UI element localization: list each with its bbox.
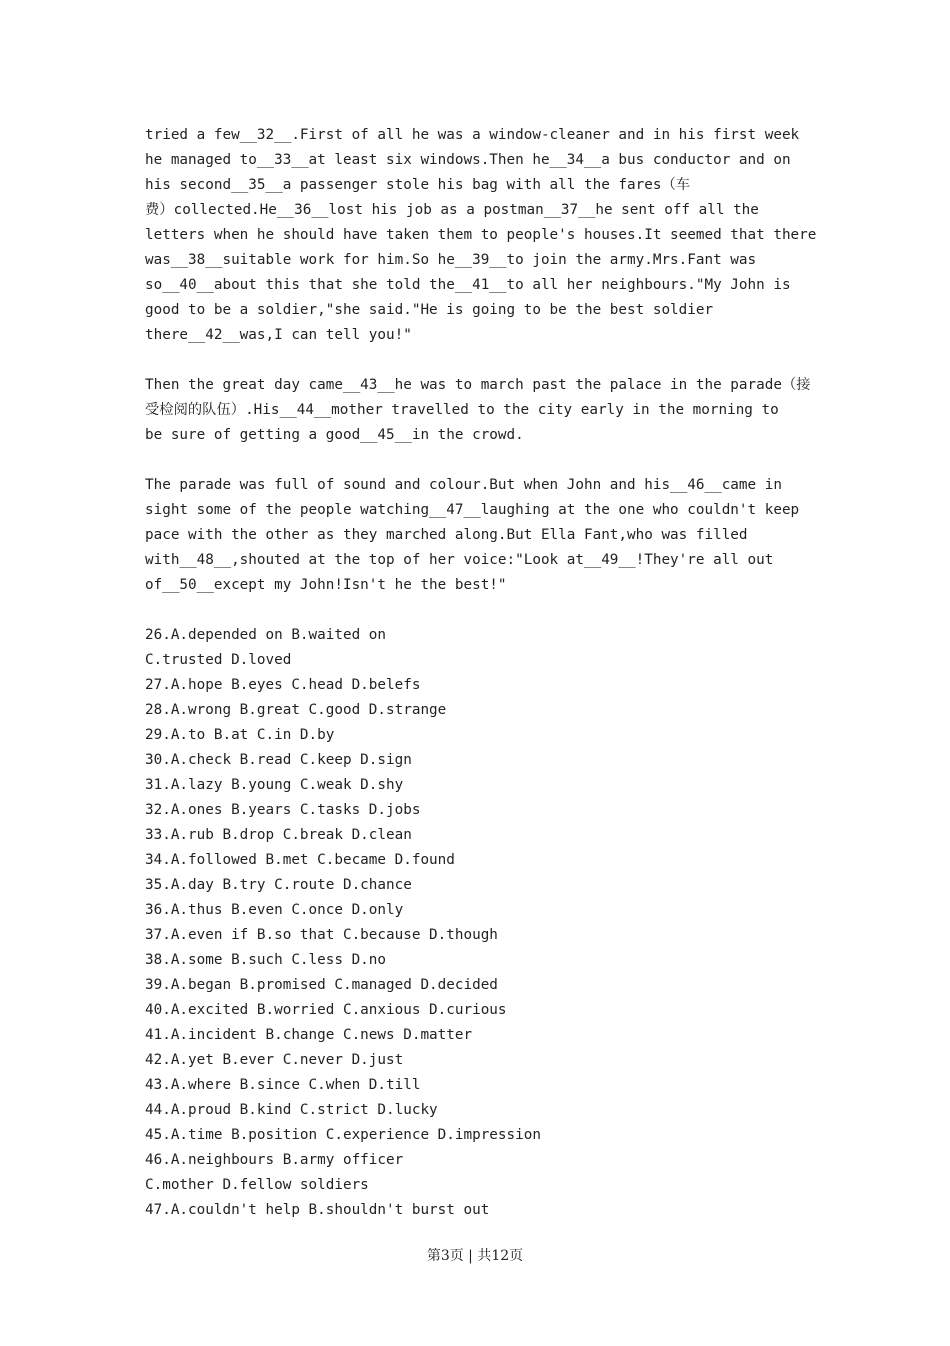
text-line: of__50__except my John!Isn't he the best!": [145, 577, 507, 593]
option-line: 36.A.thus B.even C.once D.only: [145, 902, 404, 918]
text-line: pace with the other as they marched along.But Ella Fant,who was filled: [145, 527, 748, 543]
option-line: 39.A.began B.promised C.managed D.decided: [145, 977, 498, 993]
text-line: 费）collected.He__36__lost his job as a postman__37__he sent off all the: [145, 202, 759, 218]
option-line: 33.A.rub B.drop C.break D.clean: [145, 827, 412, 843]
text-line: letters when he should have taken them to people's houses.It seemed that there: [145, 227, 817, 243]
passage-paragraph-2: [145, 373, 825, 448]
text-line: his second__35__a passenger stole his bag with all the fares（车: [145, 177, 691, 193]
option-line: 45.A.time B.position C.experience D.impression: [145, 1127, 541, 1143]
text-line: be sure of getting a good__45__in the crowd.: [145, 427, 524, 443]
text-line: Then the great day came__43__he was to march past the palace in the parade（接: [145, 377, 811, 393]
option-line: 30.A.check B.read C.keep D.sign: [145, 752, 412, 768]
option-line: 37.A.even if B.so that C.because D.though: [145, 927, 498, 943]
option-line: C.mother D.fellow soldiers: [145, 1177, 369, 1193]
option-line: 26.A.depended on B.waited on: [145, 627, 387, 643]
text-line: The parade was full of sound and colour.But when John and his__46__came in: [145, 477, 782, 493]
option-line: 41.A.incident B.change C.news D.matter: [145, 1027, 473, 1043]
text-line: so__40__about this that she told the__41__to all her neighbours."My John is: [145, 277, 791, 293]
option-line: 27.A.hope B.eyes C.head D.belefs: [145, 677, 421, 693]
option-line: 42.A.yet B.ever C.never D.just: [145, 1052, 404, 1068]
option-line: 32.A.ones B.years C.tasks D.jobs: [145, 802, 421, 818]
text-line: he managed to__33__at least six windows.Then he__34__a bus conductor and on: [145, 152, 791, 168]
passage-paragraph-1: [145, 123, 825, 348]
passage-paragraph-3: [145, 473, 825, 598]
option-line: 46.A.neighbours B.army officer: [145, 1152, 404, 1168]
option-line: 31.A.lazy B.young C.weak D.shy: [145, 777, 404, 793]
option-line: 38.A.some B.such C.less D.no: [145, 952, 387, 968]
text-line: good to be a soldier,"she said."He is going to be the best soldier: [145, 302, 714, 318]
option-line: 44.A.proud B.kind C.strict D.lucky: [145, 1102, 438, 1118]
page-number-footer: 第3页 | 共12页: [426, 1248, 524, 1264]
document-body: [145, 123, 825, 1223]
option-line: 43.A.where B.since C.when D.till: [145, 1077, 421, 1093]
option-line: 34.A.followed B.met C.became D.found: [145, 852, 455, 868]
text-line: 受检阅的队伍）.His__44__mother travelled to the city early in the morning to: [145, 402, 779, 418]
option-line: 47.A.couldn't help B.shouldn't burst out: [145, 1202, 490, 1218]
text-line: there__42__was,I can tell you!": [145, 327, 412, 343]
option-line: 40.A.excited B.worried C.anxious D.curious: [145, 1002, 507, 1018]
text-line: with__48__,shouted at the top of her voice:"Look at__49__!They're all out: [145, 552, 774, 568]
option-line: 29.A.to B.at C.in D.by: [145, 727, 335, 743]
option-line: 28.A.wrong B.great C.good D.strange: [145, 702, 447, 718]
text-line: tried a few__32__.First of all he was a window-cleaner and in his first week: [145, 127, 800, 143]
option-line: C.trusted D.loved: [145, 652, 292, 668]
answer-options-list: [145, 623, 825, 1223]
text-line: sight some of the people watching__47__laughing at the one who couldn't keep: [145, 502, 800, 518]
option-line: 35.A.day B.try C.route D.chance: [145, 877, 412, 893]
text-line: was__38__suitable work for him.So he__39__to join the army.Mrs.Fant was: [145, 252, 757, 268]
